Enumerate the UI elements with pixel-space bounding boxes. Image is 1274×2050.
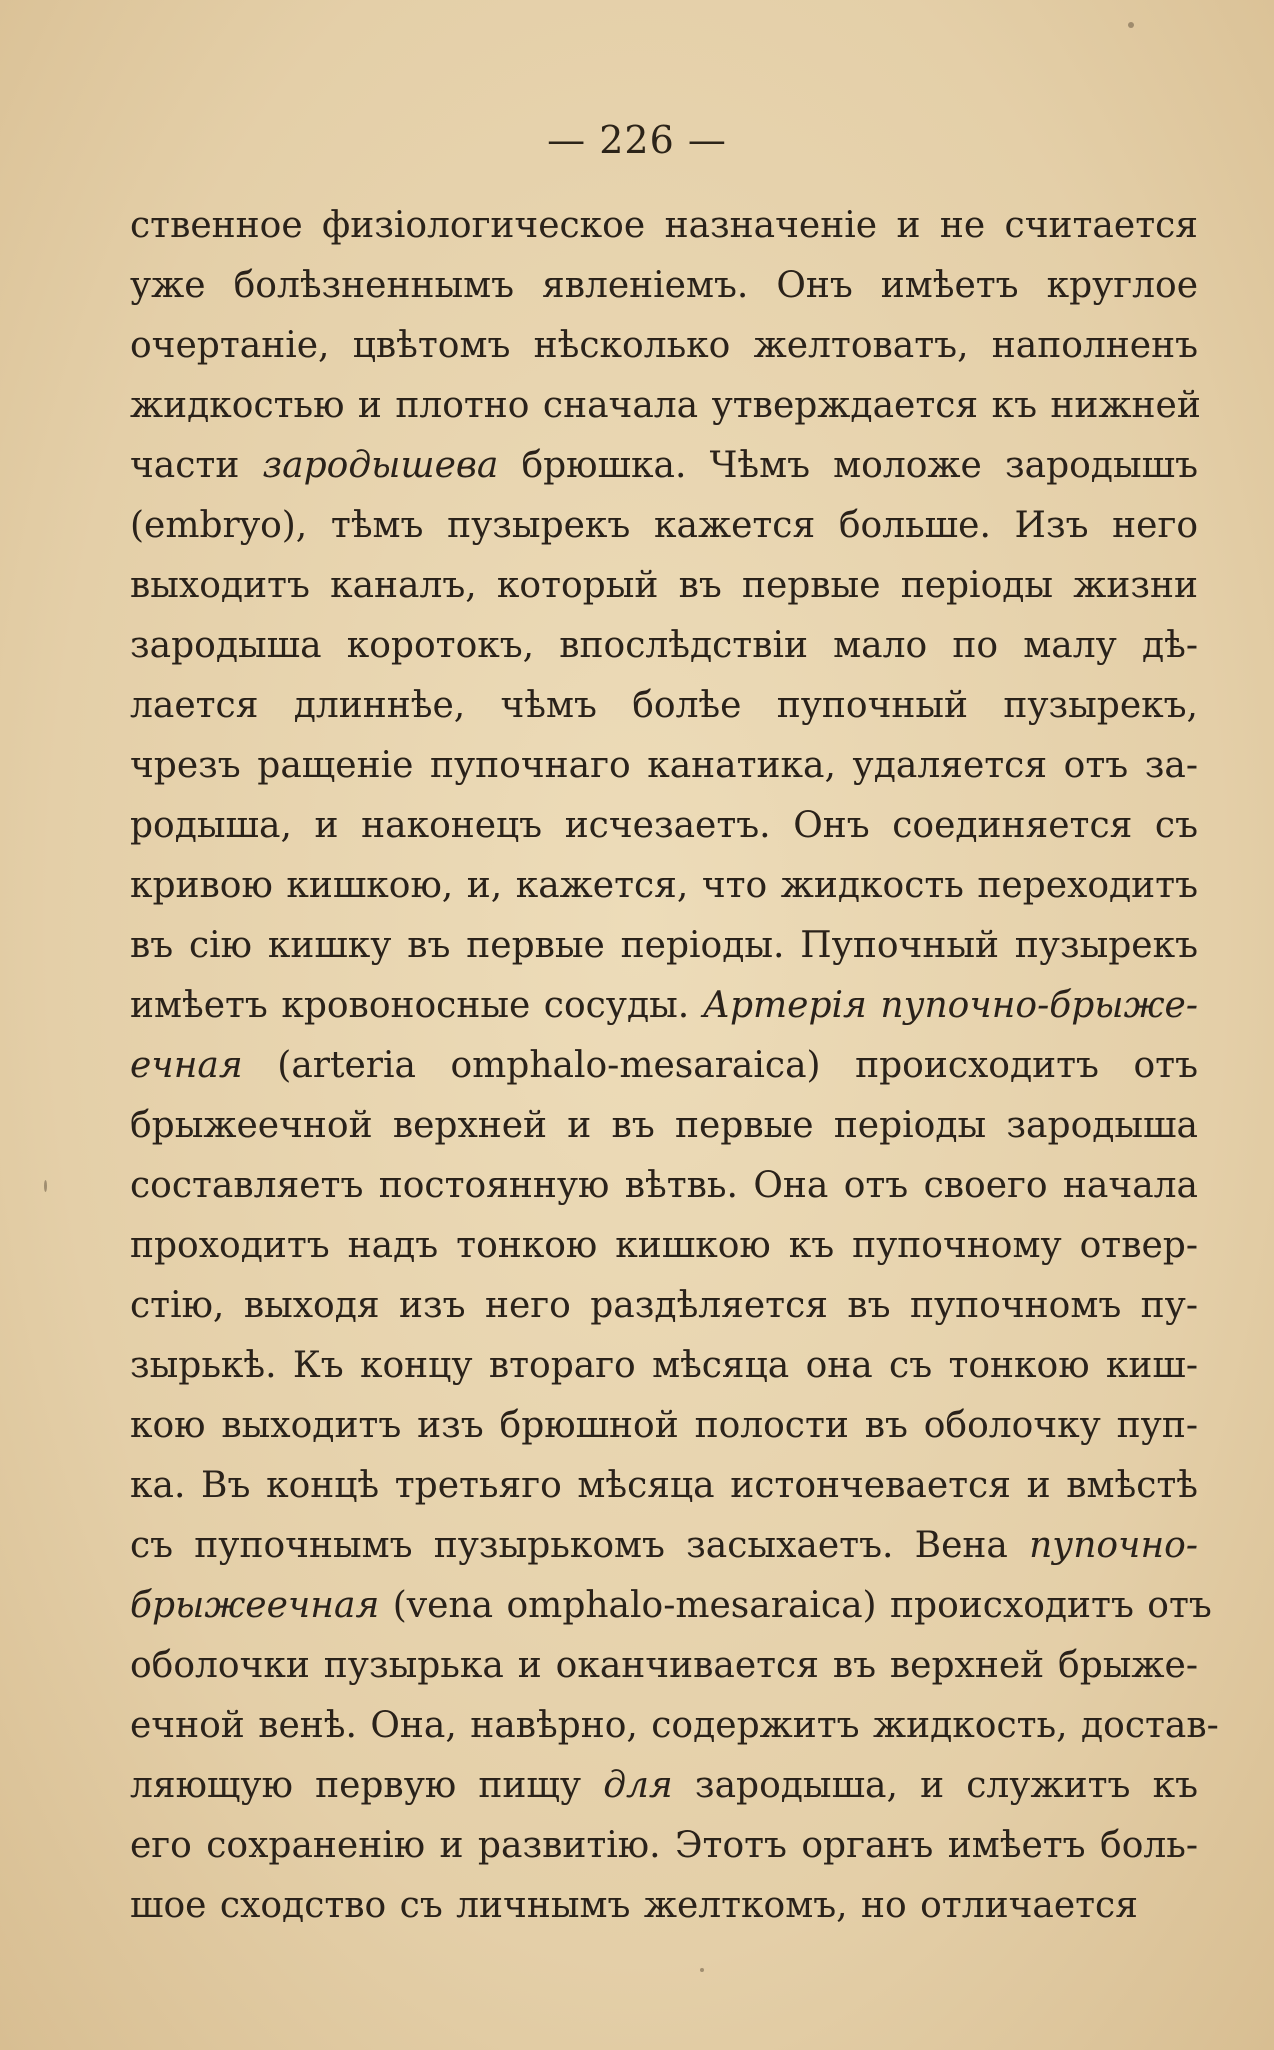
text-run: въ сiю кишку въ первые перiоды. Пупочный пузырекъ (130, 925, 1198, 966)
text-run: составляетъ постоянную вѣтвь. Она отъ своего начала (130, 1165, 1198, 1206)
text-run: ственное физiологическое назначенiе и не считается (130, 205, 1198, 246)
text-run: брыжеечной верхней и въ первые перiоды зародыша (130, 1105, 1198, 1146)
text-run: шое сходство съ личнымъ желткомъ, но отличается (130, 1885, 1138, 1926)
text-line (130, 1816, 1198, 1876)
text-line (130, 316, 1198, 376)
text-run: кривою кишкою, и, кажется, что жидкость переходитъ (130, 865, 1198, 906)
italic-term: ечная (130, 1045, 243, 1086)
text-line (130, 1276, 1198, 1336)
text-line (130, 1036, 1198, 1096)
text-run: уже болѣзненнымъ явленiемъ. Онъ имѣетъ круглое (130, 265, 1198, 306)
text-run: (arteria omphalo-mesaraica) происходитъ отъ (242, 1045, 1198, 1086)
italic-term: пупочно- (1029, 1525, 1198, 1566)
text-run: ечной венѣ. Она, навѣрно, содержитъ жидкость, достав- (130, 1705, 1219, 1746)
paper-speck (1128, 22, 1134, 28)
text-run: лается длиннѣе, чѣмъ болѣе пупочный пузырекъ, (130, 685, 1198, 726)
text-line (130, 496, 1198, 556)
paper-speck (700, 1968, 704, 1972)
text-line (130, 196, 1198, 256)
text-line (130, 1876, 1198, 1936)
text-run: зародыша коротокъ, впослѣдствiи мало по малу дѣ- (130, 625, 1198, 666)
text-run: его сохраненiю и развитiю. Этотъ органъ имѣетъ боль- (130, 1825, 1198, 1866)
text-line (130, 1696, 1219, 1756)
text-run: зырькѣ. Къ концу втораго мѣсяца она съ тонкою киш- (130, 1345, 1198, 1386)
text-line (130, 676, 1198, 736)
text-run: оболочки пузырька и оканчивается въ верхней брыже- (130, 1645, 1198, 1686)
text-line (130, 916, 1198, 976)
text-run: кою выходитъ изъ брюшной полости въ оболочку пуп- (130, 1405, 1198, 1446)
text-run: (embryo), тѣмъ пузырекъ кажется больше. Изъ него (130, 505, 1198, 546)
text-line (130, 796, 1198, 856)
text-run: брюшка. Чѣмъ моложе зародышъ (498, 445, 1198, 486)
italic-term: зародышева (262, 445, 499, 486)
text-run: очертанiе, цвѣтомъ нѣсколько желтоватъ, наполненъ (130, 325, 1198, 366)
text-line (130, 1756, 1198, 1816)
text-line (130, 1156, 1198, 1216)
text-line (130, 1216, 1198, 1276)
text-line (130, 856, 1198, 916)
text-line (130, 1396, 1198, 1456)
text-line (130, 556, 1198, 616)
text-line (130, 976, 1198, 1036)
text-line (130, 376, 1201, 436)
text-line (130, 1336, 1198, 1396)
text-line (130, 1516, 1198, 1576)
body-text (130, 196, 1219, 1936)
text-run: выходитъ каналъ, который въ первые перiоды жизни (130, 565, 1198, 606)
text-line (130, 436, 1198, 496)
text-run: проходитъ надъ тонкою кишкою къ пупочному отвер- (130, 1225, 1198, 1266)
text-run: ка. Въ концѣ третьяго мѣсяца истончевается и вмѣстѣ (130, 1465, 1198, 1506)
italic-term: Артерiя пупочно-брыже- (702, 985, 1198, 1026)
page-number: — 226 — (547, 118, 727, 162)
text-line (130, 256, 1198, 316)
text-run: жидкостью и плотно сначала утверждается къ нижней (130, 385, 1201, 426)
text-run: съ пупочнымъ пузырькомъ засыхаетъ. Вена (130, 1525, 1030, 1566)
text-run: чрезъ ращенiе пупочнаго канатика, удаляется отъ за- (130, 745, 1198, 786)
text-line (130, 1576, 1212, 1636)
italic-term: брыжеечная (130, 1585, 380, 1626)
text-line (130, 1096, 1198, 1156)
text-run: имѣетъ кровоносные сосуды. (130, 985, 703, 1026)
paper-speck (44, 1180, 47, 1192)
text-run: (vena omphalo-mesaraica) происходитъ отъ (379, 1585, 1212, 1626)
text-line (130, 736, 1198, 796)
text-run: части (130, 445, 263, 486)
italic-term: для (603, 1765, 673, 1806)
text-run: стiю, выходя изъ него раздѣляется въ пупочномъ пу- (130, 1285, 1198, 1326)
text-run: родыша, и наконецъ исчезаетъ. Онъ соединяется съ (130, 805, 1198, 846)
text-line (130, 1456, 1198, 1516)
text-run: ляющую первую пищу (130, 1765, 604, 1806)
text-run: зародыша, и служитъ къ (672, 1765, 1198, 1806)
text-line (130, 616, 1198, 676)
text-line (130, 1636, 1198, 1696)
